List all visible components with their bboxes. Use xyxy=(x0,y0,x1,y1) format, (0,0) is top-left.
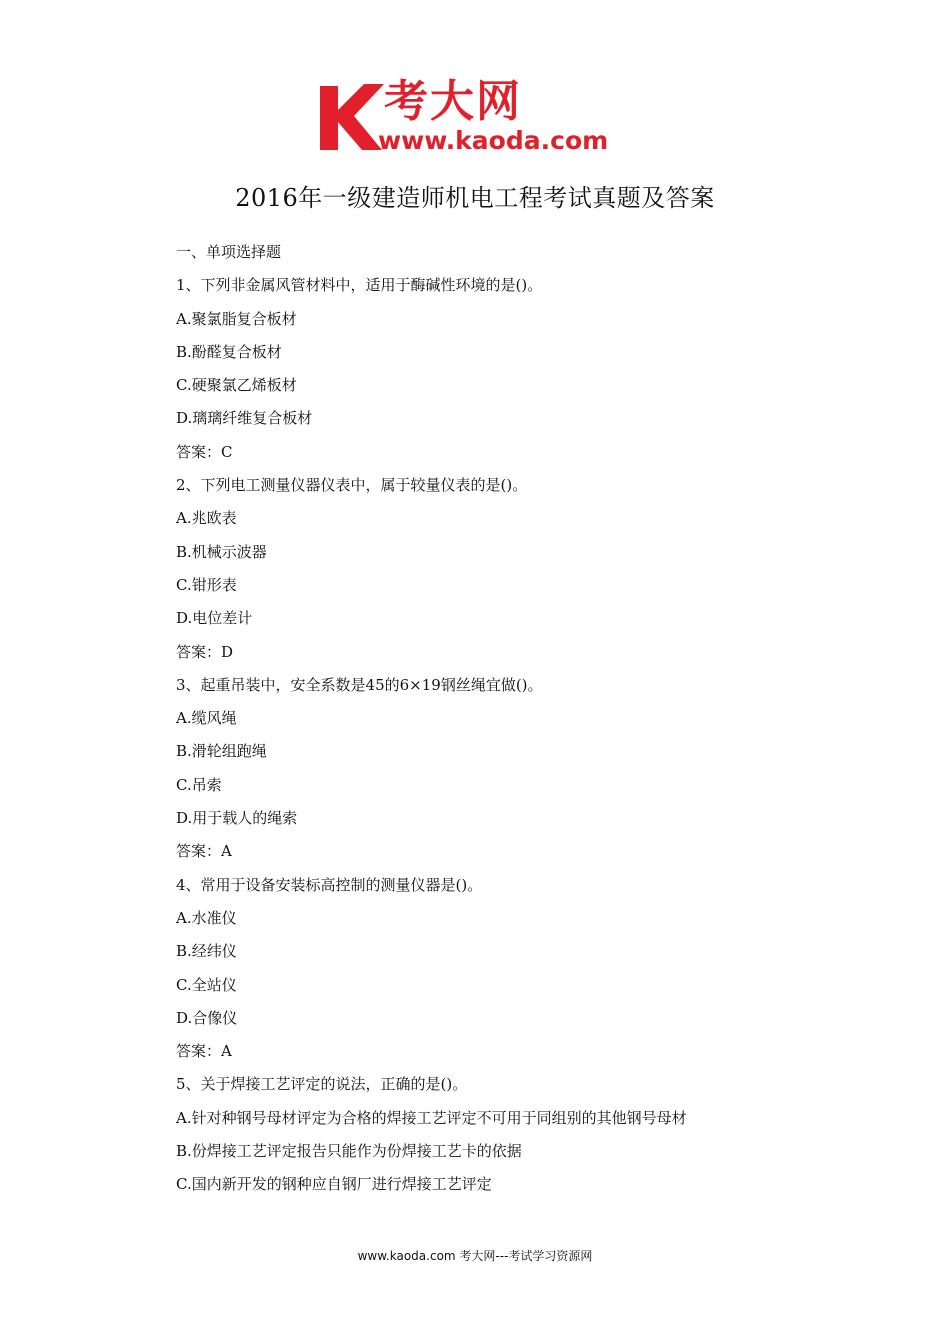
option-line: A.聚氯脂复合板材 xyxy=(176,309,297,328)
question-1: 1、下列非金属风管材料中，适用于酶碱性环境的是()。 xyxy=(176,276,543,295)
option-line: D.合像仪 xyxy=(176,1008,238,1027)
option-line: D.用于载人的绳索 xyxy=(176,809,298,828)
question-5: 5、关于焊接工艺评定的说法，正确的是()。 xyxy=(176,1075,468,1094)
option-line: B.经纬仪 xyxy=(176,942,237,961)
document-title: 2016年一级建造师机电工程考试真题及答案 xyxy=(235,184,715,212)
answer-line: 答案：D xyxy=(176,642,234,661)
kaoda-logo xyxy=(318,76,648,160)
option-line: D.璃璃纤维复合板材 xyxy=(176,409,313,428)
logo-brand-name: 考大网 xyxy=(384,76,522,127)
option-line: C.全站仪 xyxy=(176,975,237,994)
option-line: B.酚醛复合板材 xyxy=(176,342,282,361)
document-body xyxy=(176,236,796,1202)
option-line: B.机械示波器 xyxy=(176,542,267,561)
option-line: D.电位差计 xyxy=(176,609,253,628)
option-line: C.吊索 xyxy=(176,775,222,794)
section-heading: 一、单项选择题 xyxy=(176,243,282,261)
option-line: A.针对种钢号母材评定为合格的焊接工艺评定不可用于同组别的其他钢号母材 xyxy=(176,1108,687,1127)
option-line: C.硬聚氯乙烯板材 xyxy=(176,376,297,395)
answer-line: 答案：C xyxy=(176,442,233,461)
answer-line: 答案：A xyxy=(176,1042,232,1061)
option-line: B.份焊接工艺评定报告只能作为份焊接工艺卡的依据 xyxy=(176,1142,522,1161)
page-footer: www.kaoda.com 考大网---考试学习资源网 xyxy=(357,1249,593,1263)
option-line: B.滑轮组跑绳 xyxy=(176,742,267,761)
answer-line: 答案：A xyxy=(176,842,232,861)
logo-url: www.kaoda.com xyxy=(378,126,609,155)
option-line: A.水准仪 xyxy=(176,908,237,927)
question-2: 2、下列电工测量仪器仪表中，属于较量仪表的是()。 xyxy=(176,476,528,495)
option-line: A.兆欧表 xyxy=(176,509,237,528)
question-4: 4、常用于设备安装标高控制的测量仪器是()。 xyxy=(176,875,483,894)
option-line: C.钳形表 xyxy=(176,575,237,594)
option-line: C.国内新开发的钢种应自钢厂进行焊接工艺评定 xyxy=(176,1175,492,1194)
question-3: 3、起重吊装中，安全系数是45的6×19钢丝绳宜做()。 xyxy=(176,675,543,694)
option-line: A.缆风绳 xyxy=(176,709,237,728)
